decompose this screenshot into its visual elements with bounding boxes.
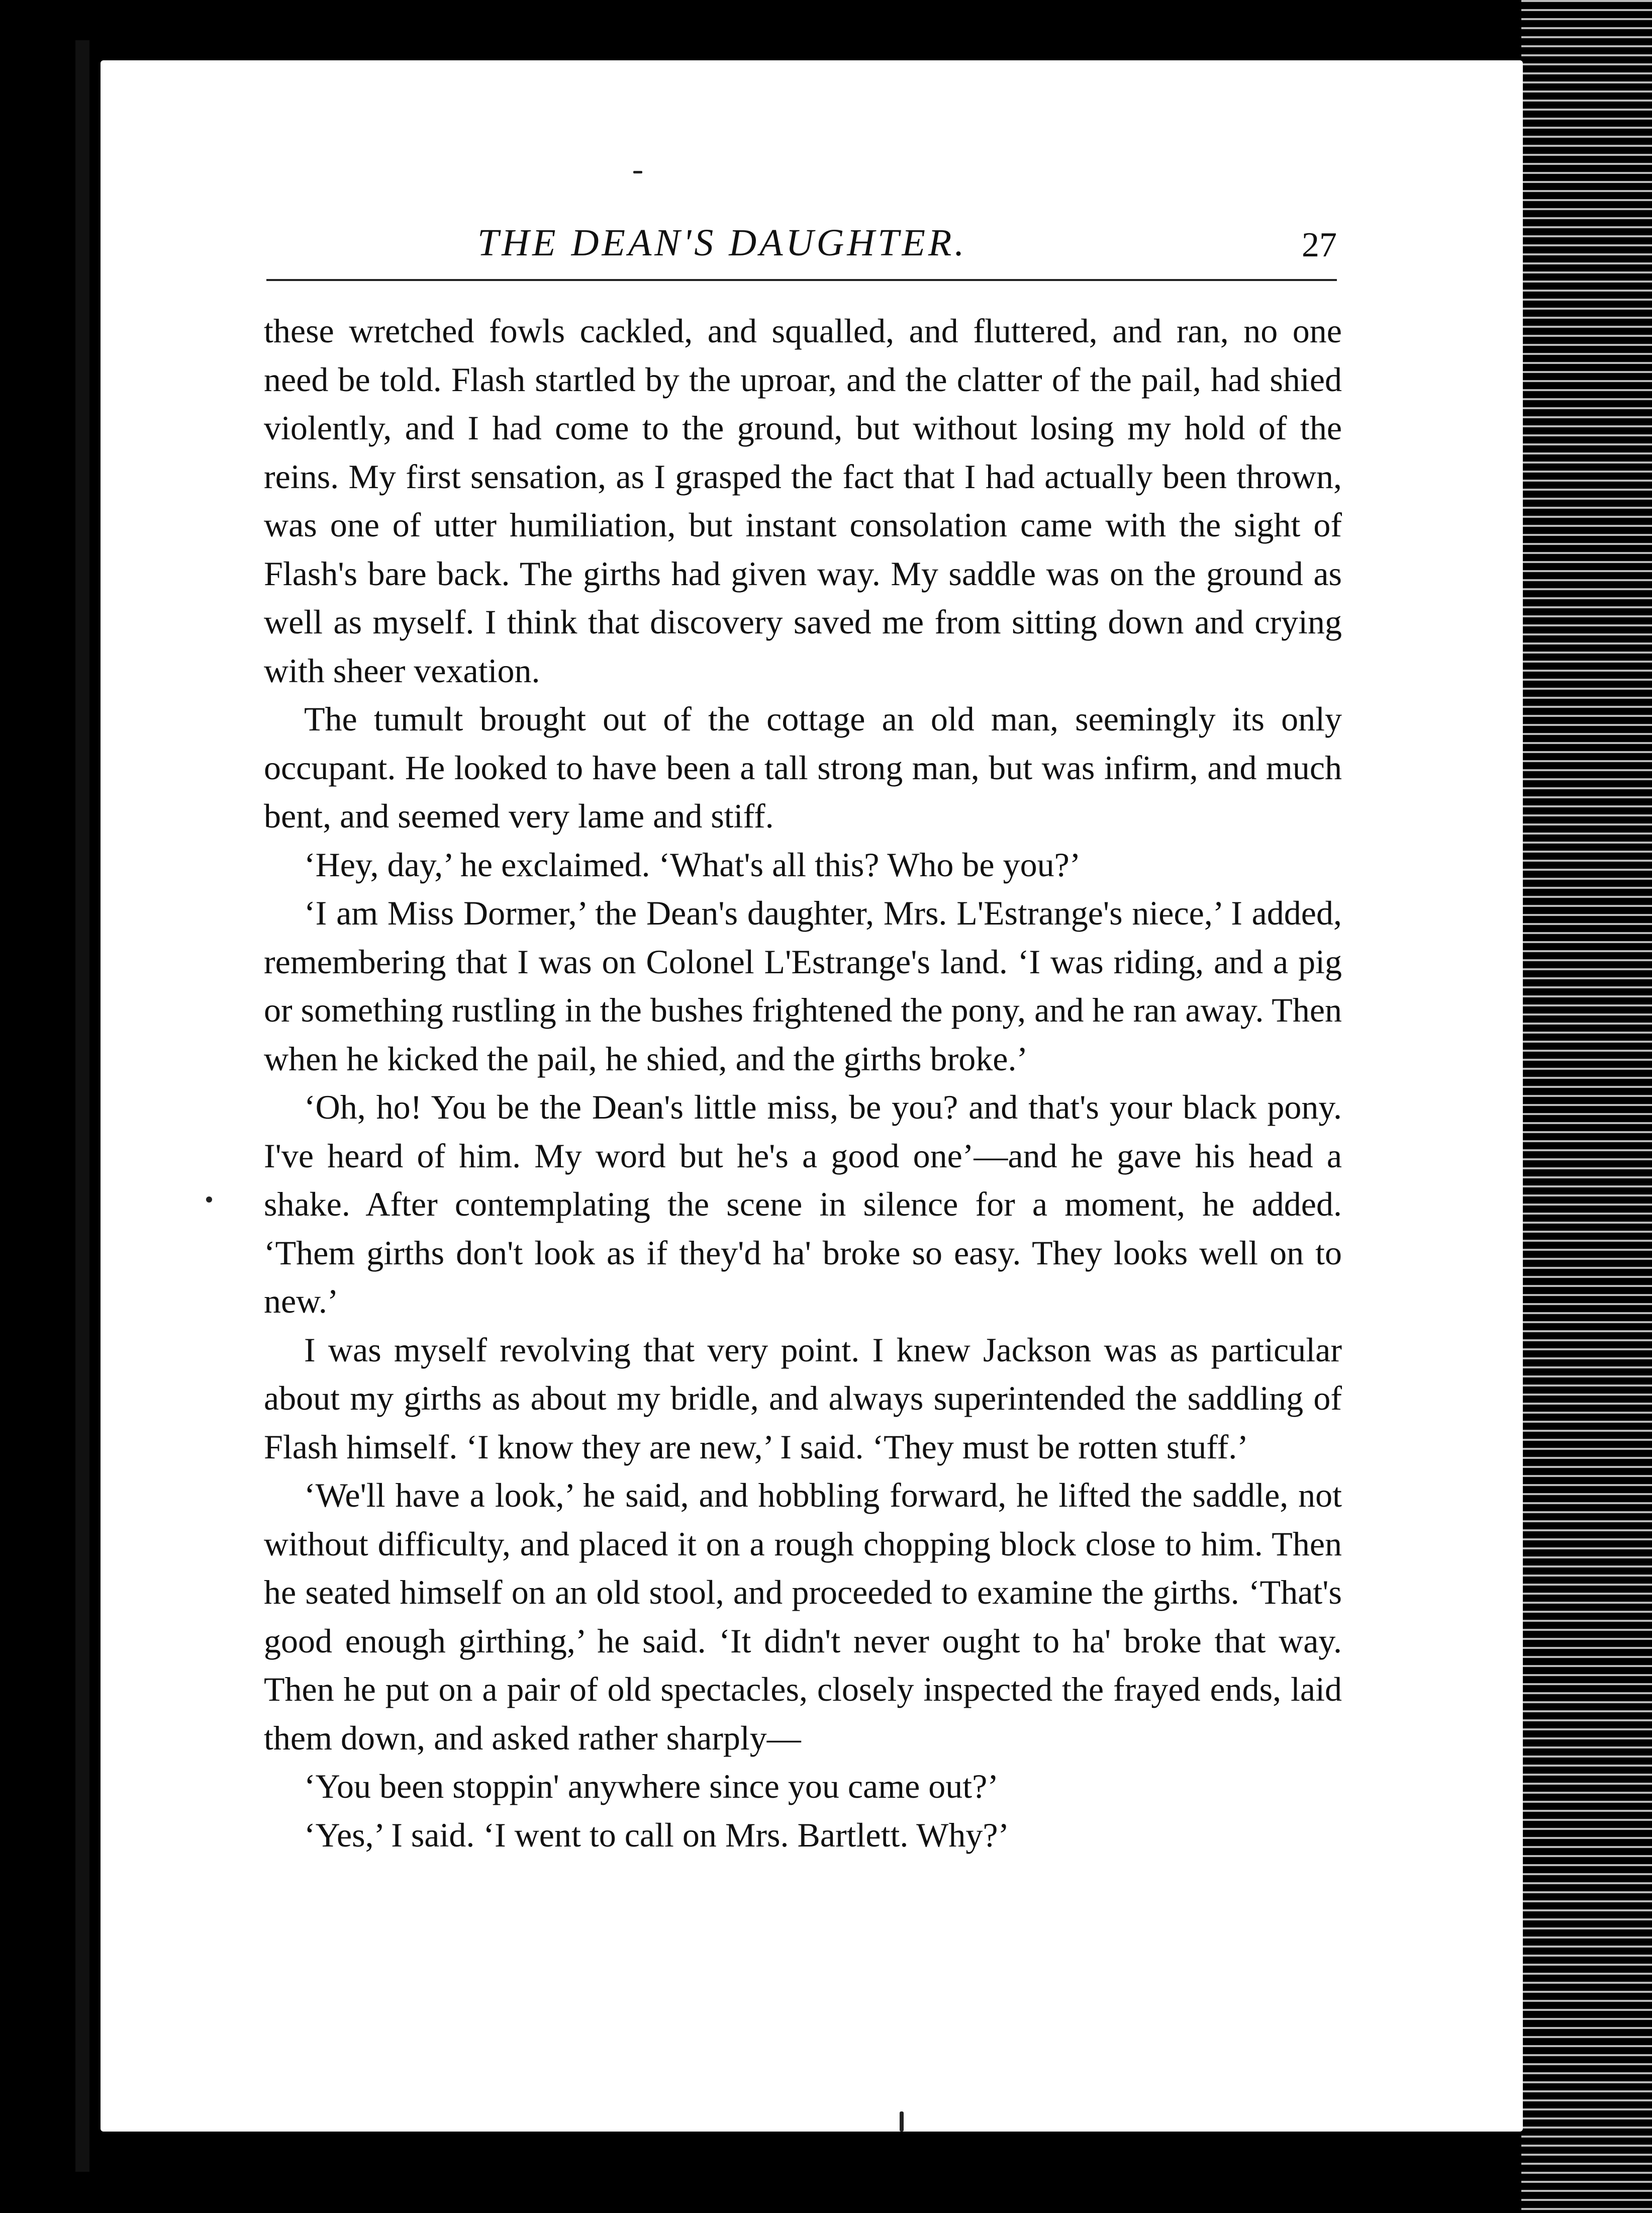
page-number: 27 [1302,226,1337,264]
paragraph: ‘Yes,’ I said. ‘I went to call on Mrs. Bartlett. Why?’ [304,1815,1010,1854]
book-spine-shadow [0,0,106,2213]
paragraph: ‘Oh, ho! You be the Dean's little miss, be you? and that's your black pony. I've heard of him. My word but he's a good one’—and he gave his head a shake. After contemplating the scene in silence for a moment, he added. ‘Them girths don't look as if they'd ha' broke so easy. They looks well on to new.’ [264,1088,1342,1320]
page-header [266,211,1337,271]
paragraph: The tumult brought out of the cottage an old man, seemingly its only occupant. He looked to have been a tall strong man, but was infirm, and much bent, and seemed very lame and stiff. [264,700,1342,835]
paragraph: ‘You been stoppin' anywhere since you came out?’ [304,1767,999,1805]
ink-speck [900,2111,904,2132]
gutter-line [75,40,89,2172]
ink-speck [633,171,642,173]
paragraph: ‘We'll have a look,’ he said, and hobbling forward, he lifted the saddle, not without difficulty, and placed it on a rough chopping block close to him. Then he seated himself on an old stool, and proceeded to examine the girths. ‘That's good enough girthing,’ he said. ‘It didn't never ought to ha' broke that way. Then he put on a pair of old spectacles, closely inspected the frayed ends, laid them down, and asked rather sharply— [264,1476,1342,1757]
paragraph: these wretched fowls cackled, and squalled, and fluttered, and ran, no one need be told. Flash startled by the uproar, and the clatter of the pail, had shied violently, and I had come to the ground, but without losing my hold of the reins. My first sensation, as I grasped the fact that I had actually been thrown, was one of utter humiliation, but instant consolation came with the sight of Flash's bare back. The girths had given way. My saddle was on the ground as well as myself. I think that discovery saved me from sitting down and crying with sheer vexation. [264,312,1342,690]
paragraph: ‘Hey, day,’ he exclaimed. ‘What's all this? Who be you?’ [304,845,1081,884]
header-rule [266,279,1337,281]
running-title: THE DEAN'S DAUGHTER. [477,222,967,264]
paragraph: ‘I am Miss Dormer,’ the Dean's daughter, Mrs. L'Estrange's niece,’ I added, remembering that I was on Colonel L'Estrange's land. ‘I was riding, and a pig or something rustling in the bushes frightened the pony, and he ran away. Then when he kicked the pail, he shied, and the girths broke.’ [264,894,1342,1078]
page-fore-edge [1521,0,1652,2213]
ink-speck [206,1196,212,1203]
paragraph: I was myself revolving that very point. I knew Jackson was as particular about my girths as about my bridle, and always superintended the saddling of Flash himself. ‘I know they are new,’ I said. ‘They must be rotten stuff.’ [264,1330,1342,1466]
body-text [264,307,1342,1859]
